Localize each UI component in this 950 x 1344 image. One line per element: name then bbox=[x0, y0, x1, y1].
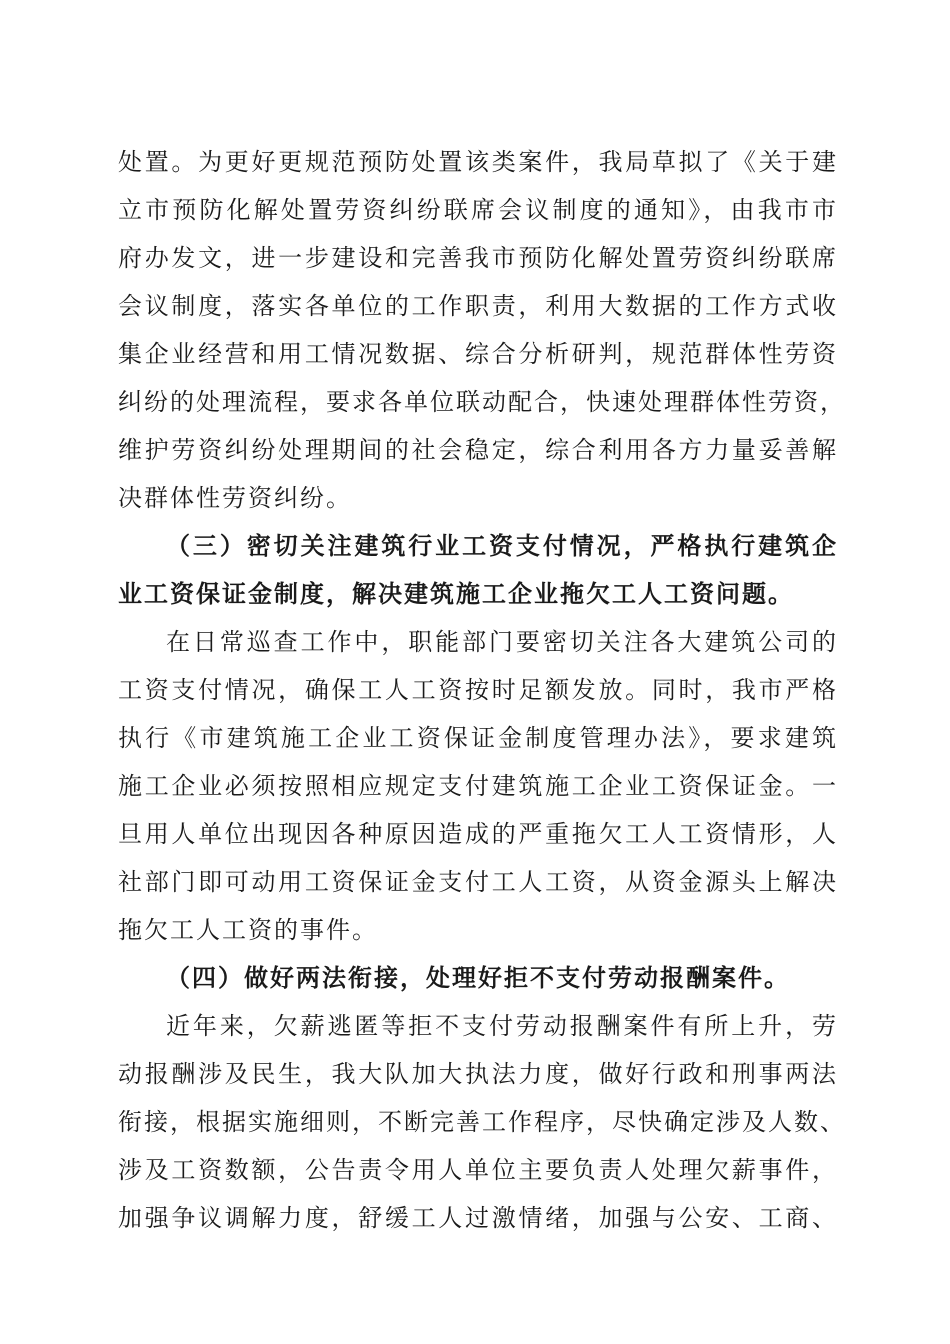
text-line: 处置。为更好更规范预防处置该类案件，我局草拟了《关于建 bbox=[118, 148, 838, 176]
section-heading-3 bbox=[118, 522, 838, 618]
text-line: 会议制度，落实各单位的工作职责，利用大数据的工作方式收 bbox=[118, 292, 838, 320]
text-line: 衔接，根据实施细则，不断完善工作程序，尽快确定涉及人数、 bbox=[118, 1108, 846, 1136]
heading-line: （四）做好两法衔接，处理好拒不支付劳动报酬案件。 bbox=[166, 963, 790, 992]
text-line: 执行《市建筑施工企业工资保证金制度管理办法》，要求建筑 bbox=[118, 724, 838, 752]
text-line: 集企业经营和用工情况数据、综合分析研判，规范群体性劳资 bbox=[118, 340, 838, 368]
text-line: 纠纷的处理流程，要求各单位联动配合，快速处理群体性劳资， bbox=[118, 388, 846, 416]
text-line: 立市预防化解处置劳资纠纷联席会议制度的通知》，由我市市 bbox=[118, 196, 838, 224]
text-line: 决群体性劳资纠纷。 bbox=[118, 484, 352, 512]
document-body bbox=[118, 138, 846, 1242]
text-line: 涉及工资数额，公告责令用人单位主要负责人处理欠薪事件， bbox=[118, 1156, 838, 1184]
heading-line: 业工资保证金制度，解决建筑施工企业拖欠工人工资问题。 bbox=[118, 579, 794, 608]
text-line: 拖欠工人工资的事件。 bbox=[118, 916, 378, 944]
text-line: 工资支付情况，确保工人工资按时足额发放。同时，我市严格 bbox=[118, 676, 838, 704]
paragraph-section-4 bbox=[118, 1002, 846, 1242]
text-line: 动报酬涉及民生，我大队加大执法力度，做好行政和刑事两法 bbox=[118, 1060, 838, 1088]
paragraph-section-3 bbox=[118, 618, 838, 954]
text-line: 加强争议调解力度，舒缓工人过激情绪，加强与公安、工商、 bbox=[118, 1204, 838, 1232]
text-line: 府办发文，进一步建设和完善我市预防化解处置劳资纠纷联席 bbox=[118, 244, 838, 272]
heading-line: （三）密切关注建筑行业工资支付情况，严格执行建筑企 bbox=[166, 531, 838, 560]
text-line: 近年来，欠薪逃匿等拒不支付劳动报酬案件有所上升，劳 bbox=[166, 1012, 838, 1040]
text-line: 施工企业必须按照相应规定支付建筑施工企业工资保证金。一 bbox=[118, 772, 838, 800]
text-line: 社部门即可动用工资保证金支付工人工资，从资金源头上解决 bbox=[118, 868, 838, 896]
paragraph-continuation bbox=[118, 138, 846, 522]
text-line: 维护劳资纠纷处理期间的社会稳定，综合利用各方力量妥善解 bbox=[118, 436, 838, 464]
text-line: 旦用人单位出现因各种原因造成的严重拖欠工人工资情形，人 bbox=[118, 820, 838, 848]
text-line: 在日常巡查工作中，职能部门要密切关注各大建筑公司的 bbox=[166, 628, 838, 656]
section-heading-4 bbox=[118, 954, 838, 1002]
